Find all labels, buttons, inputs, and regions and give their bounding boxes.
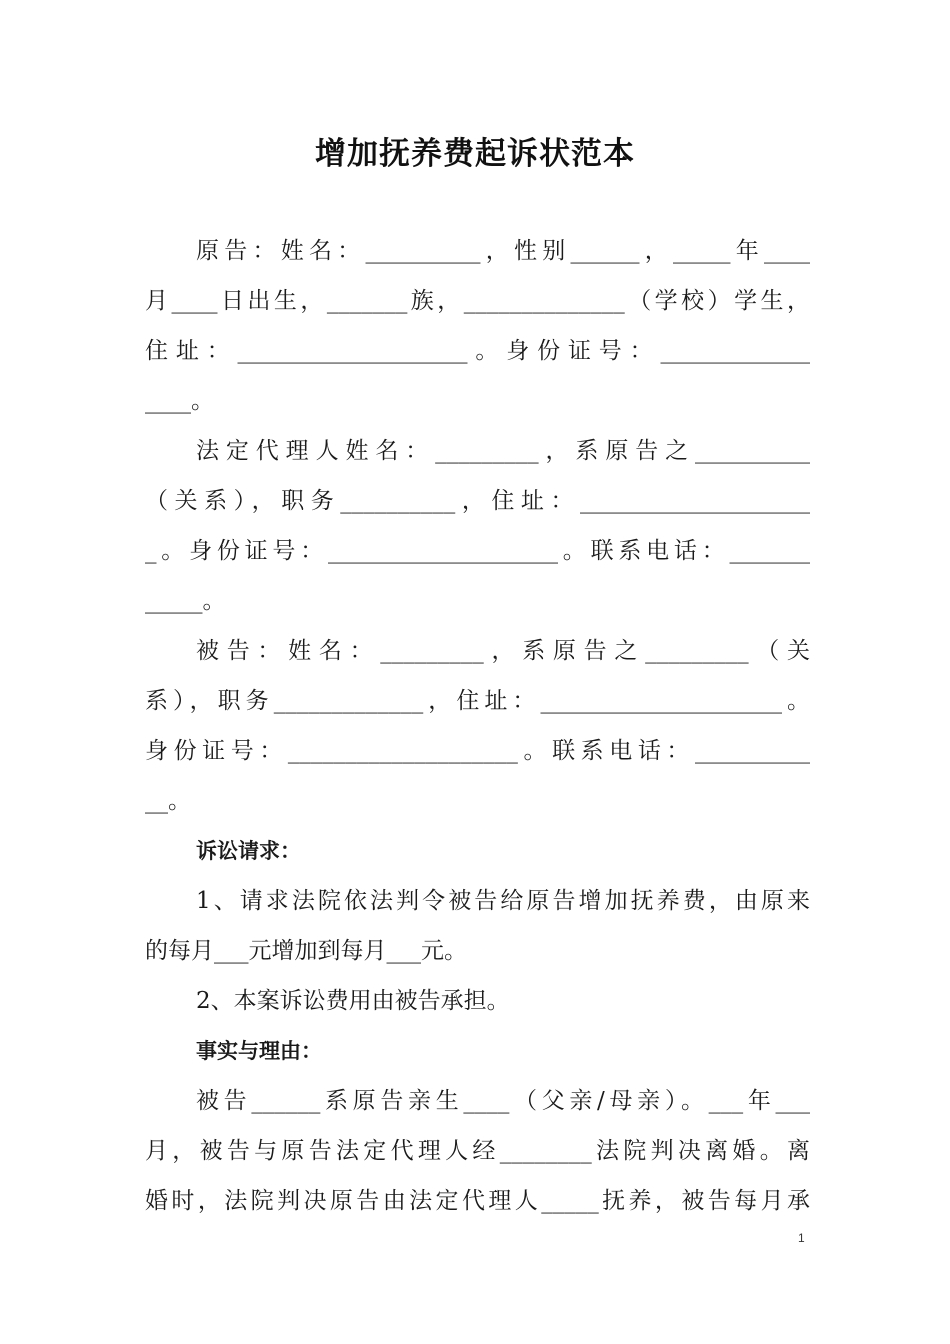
plaintiff-line-1: 原告：姓名：__________，性别______，_____年____ bbox=[196, 238, 810, 264]
facts-line-1: 被告______系原告亲生____（父亲/母亲）。___年___ bbox=[196, 1088, 810, 1114]
plaintiff-line-2: 月____日出生，_______族，______________（学校）学生， bbox=[145, 288, 810, 314]
facts-line-3: 婚时，法院判决原告由法定代理人_____抚养，被告每月承 bbox=[145, 1188, 810, 1214]
claims-heading: 诉讼请求： bbox=[196, 839, 301, 863]
facts-heading: 事实与理由： bbox=[196, 1039, 322, 1063]
guardian-line-1: 法定代理人姓名：_________，系原告之__________ bbox=[196, 438, 810, 464]
claim-2: 2、本案诉讼费用由被告承担。 bbox=[196, 988, 510, 1014]
defendant-line-3: 身份证号：____________________。联系电话：__________ bbox=[145, 738, 810, 764]
defendant-line-2: 系），职务_____________，住址：_____________________。 bbox=[145, 688, 810, 714]
facts-line-2: 月，被告与原告法定代理人经________法院判决离婚。离 bbox=[145, 1138, 810, 1164]
claim-1-line-1: 1、请求法院依法判令被告给原告增加抚养费，由原来 bbox=[196, 888, 810, 914]
guardian-line-2: （关系），职务__________，住址：____________________ bbox=[145, 488, 810, 514]
guardian-line-3: _。身份证号：____________________。联系电话：_______ bbox=[145, 538, 810, 564]
defendant-line-1: 被告：姓名：_________，系原告之_________（关 bbox=[196, 638, 810, 664]
plaintiff-line-3: 住址：____________________。身份证号：_____________ bbox=[145, 338, 810, 364]
claim-1-line-2: 的每月___元增加到每月___元。 bbox=[145, 938, 467, 964]
guardian-line-4: _____。 bbox=[145, 588, 226, 614]
document-title: 增加抚养费起诉状范本 bbox=[315, 136, 635, 172]
plaintiff-line-4: ____。 bbox=[145, 388, 214, 414]
page-number: 1 bbox=[798, 1231, 805, 1245]
defendant-line-4: __。 bbox=[145, 788, 191, 814]
